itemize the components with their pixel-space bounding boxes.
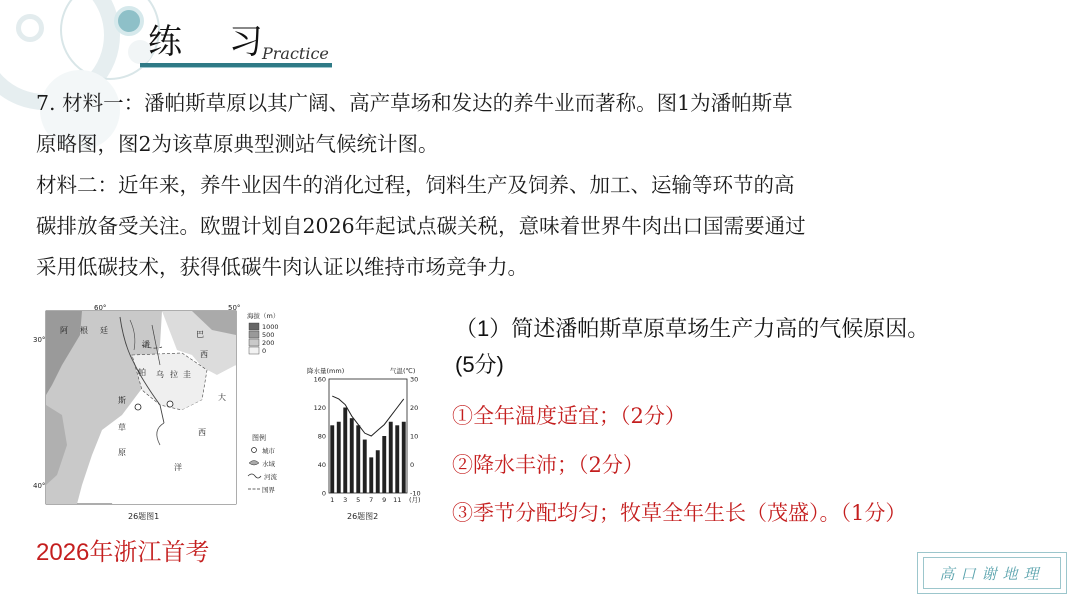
map-label: 潘: [142, 340, 150, 349]
question-line-1: （1）简述潘帕斯草原草场生产力高的气候原因。: [455, 316, 930, 341]
material-line-3: 材料二：近年来，养牛业因牛的消化过程，饲料生产及饲养、加工、运输等环节的高: [36, 173, 795, 197]
figures-svg: [33, 304, 432, 523]
x-tick-label: (月): [409, 496, 421, 504]
precip-bar: [376, 450, 380, 493]
map-label: 巴: [196, 330, 204, 339]
question-line-2: (5分): [455, 352, 504, 377]
map-label: 草: [118, 423, 126, 432]
lat-label: 40°: [33, 482, 46, 490]
answer-1: ①全年温度适宜；（2分）: [452, 404, 686, 428]
left-tick-label: 80: [317, 432, 326, 441]
pampas-map: [33, 304, 279, 521]
elevation-level: 200: [262, 339, 275, 347]
legend-item: 国界: [262, 486, 275, 494]
right-tick-label: -10: [410, 489, 421, 498]
x-tick-label: 7: [369, 496, 374, 504]
figure1-caption: 26题图1: [128, 512, 160, 521]
material-line-2: 原略图，图2为该草原典型测站气候统计图。: [36, 132, 439, 156]
right-tick-label: 30: [410, 375, 419, 384]
answer-3: ③季节分配均匀；牧草全年生长（茂盛）。（1分）: [452, 501, 907, 525]
elevation-level: 500: [262, 331, 275, 339]
material-line-5: 采用低碳技术，获得低碳牛肉认证以维持市场竞争力。: [36, 255, 528, 279]
decorative-circle-small: [16, 14, 44, 42]
elevation-legend-title: 海拔（m）: [247, 312, 280, 320]
map-label: 阿: [60, 326, 68, 335]
right-tick-label: 10: [410, 432, 419, 441]
lat-label: 30°: [33, 336, 46, 344]
page-subtitle: Practice: [262, 44, 329, 63]
map-label: 斯: [118, 396, 126, 405]
legend-item: 城市: [262, 447, 275, 455]
lon-label: 50°: [228, 304, 241, 312]
climate-chart: [307, 366, 421, 521]
left-tick-label: 160: [313, 375, 326, 384]
legend-item: 水域: [262, 460, 275, 468]
city-marker: [167, 401, 173, 407]
map-label: 拉: [170, 370, 178, 379]
author-stamp-text: 高口谢地理: [923, 557, 1061, 589]
precip-bar: [356, 425, 360, 493]
map-label: 西: [200, 350, 208, 359]
material-line-1: 7. 材料一：潘帕斯草原以其广阔、高产草场和发达的养牛业而著称。图1为潘帕斯草: [36, 91, 793, 115]
precip-bar: [363, 440, 367, 493]
title-underline-thin: [140, 67, 332, 68]
map-label: 洋: [174, 463, 182, 472]
x-tick-label: 11: [393, 496, 402, 504]
figure2-caption: 26题图2: [347, 512, 379, 521]
right-tick-label: 20: [410, 404, 419, 412]
x-tick-label: 5: [356, 496, 361, 504]
left-tick-label: 120: [313, 404, 326, 412]
map-label: 原: [118, 448, 126, 457]
map-label: 乌: [156, 370, 164, 379]
x-tick-label: 3: [343, 496, 348, 504]
precip-bar: [343, 408, 347, 494]
precip-bar: [350, 418, 354, 493]
exam-label: 2026年浙江首考: [36, 539, 210, 566]
precip-bar: [337, 422, 341, 493]
precip-bar: [369, 457, 373, 493]
temperature-line: [332, 396, 404, 436]
precip-bar: [330, 425, 334, 493]
map-legend-title: 图例: [252, 434, 266, 442]
left-tick-label: 0: [321, 489, 326, 498]
map-label: 大: [218, 393, 226, 402]
legend-item: 河流: [264, 473, 277, 481]
map-label: 廷: [100, 326, 108, 335]
precip-bar: [382, 436, 386, 493]
right-axis-title: 气温(℃): [390, 367, 416, 375]
precip-bar: [389, 422, 393, 493]
decorative-dot-blue: [114, 6, 144, 36]
map-label: 根: [80, 326, 88, 335]
elevation-level: 0: [262, 347, 267, 355]
left-axis-title: 降水量(mm): [307, 367, 345, 375]
x-tick-label: 1: [330, 496, 335, 504]
precip-bar: [395, 425, 399, 493]
map-label: 帕: [138, 368, 146, 377]
map-label: 西: [198, 428, 206, 437]
right-tick-label: 0: [410, 461, 415, 469]
lon-label: 60°: [94, 304, 107, 312]
page-title: 练 习: [148, 22, 281, 62]
left-tick-label: 40: [317, 461, 326, 469]
figure-panel: [33, 304, 432, 523]
author-stamp: [917, 552, 1067, 594]
material-line-4: 碳排放备受关注。欧盟计划自2026年起试点碳关税，意味着世界牛肉出口国需要通过: [36, 214, 806, 238]
map-label: 圭: [183, 370, 191, 379]
elevation-level: 1000: [262, 323, 279, 331]
city-marker: [135, 404, 141, 410]
precip-bar: [402, 422, 406, 493]
x-tick-label: 9: [382, 496, 387, 504]
answer-2: ②降水丰沛；（2分）: [452, 453, 644, 477]
